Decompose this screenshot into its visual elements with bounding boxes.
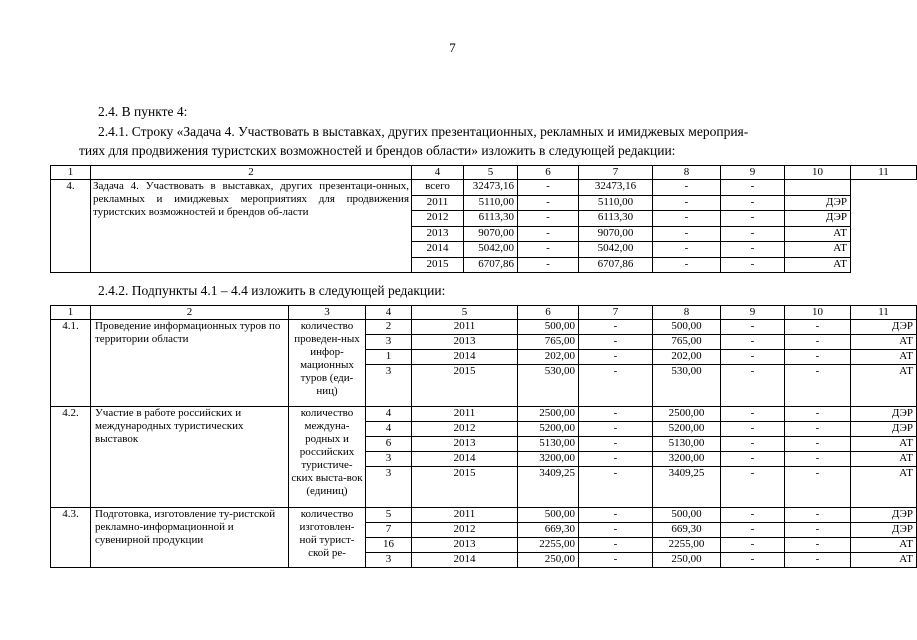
table-row: 2011 5110,00 - 5110,00 - - ДЭР — [51, 195, 917, 211]
row-number: 4.2. — [51, 406, 91, 508]
table-row: 2014 5042,00 - 5042,00 - - АТ — [51, 242, 917, 258]
table-row: 3 2014 3200,00 - 3200,00 - - АТ — [51, 451, 917, 466]
table-row: 3 2014 250,00 - 250,00 - - АТ — [51, 553, 917, 568]
paragraph-2-4-2: 2.4.2. Подпункты 4.1 – 4.4 изложить в следующей редакции: — [98, 283, 446, 298]
table-row: 3 2015 530,00 - 530,00 - - АТ — [51, 365, 917, 380]
page-number: 7 — [449, 40, 456, 55]
row-number: 4.1. — [51, 320, 91, 407]
col-header: 10 — [785, 306, 851, 320]
col-header: 8 — [653, 306, 721, 320]
table-row: 1 2014 202,00 - 202,00 - - АТ — [51, 350, 917, 365]
col-header: 7 — [579, 166, 653, 180]
col-header: 4 — [412, 166, 464, 180]
table-row: 2013 9070,00 - 9070,00 - - АТ — [51, 226, 917, 242]
col-header: 1 — [51, 306, 91, 320]
item-text: Участие в работе российских и международных туристических выставок — [91, 406, 289, 508]
col-header: 1 — [51, 166, 91, 180]
indicator-text: количество изготовлен-ной турист-ской ре- — [289, 508, 366, 568]
table-row: 6 2013 5130,00 - 5130,00 - - АТ — [51, 436, 917, 451]
table-row: 4.1. Проведение информационных туров по территории области количество проведен-ных инфор-мационных туров (еди-ниц) 2 2011 500,00 - 500,00 - - ДЭР — [51, 320, 917, 335]
col-header: 2 — [91, 166, 412, 180]
table-row: 4.2. Участие в работе российских и международных туристических выставок количество междуна-родных и российских туристиче-ских выста-вок (единиц) 4 2011 2500,00 - 2500,00 - - ДЭР — [51, 406, 917, 421]
table-task-4 — [50, 165, 917, 273]
table-row: 3 2013 765,00 - 765,00 - - АТ — [51, 335, 917, 350]
col-header: 7 — [579, 306, 653, 320]
indicator-text: количество междуна-родных и российских туристиче-ских выста-вок (единиц) — [289, 406, 366, 508]
col-header: 11 — [851, 166, 917, 180]
col-header: 4 — [366, 306, 412, 320]
col-header: 6 — [518, 306, 579, 320]
table-row: 7 2012 669,30 - 669,30 - - ДЭР — [51, 523, 917, 538]
col-header: 8 — [653, 166, 721, 180]
item-text: Подготовка, изготовление ту-ристской рекламно-информационной и сувенирной продукции — [91, 508, 289, 568]
table2-header-row — [51, 306, 917, 320]
table-row: 2015 6707,86 - 6707,86 - - АТ — [51, 257, 917, 273]
table-row: 3 2015 3409,25 - 3409,25 - - АТ — [51, 466, 917, 481]
col-header: 5 — [412, 306, 518, 320]
table-subitems-4-1-4-4 — [50, 305, 917, 568]
col-header: 9 — [721, 166, 785, 180]
table-row: 4.3. Подготовка, изготовление ту-ристской рекламно-информационной и сувенирной продукции количество изготовлен-ной турист-ской ре- 5 2011 500,00 - 500,00 - - ДЭР — [51, 508, 917, 523]
col-header: 6 — [518, 166, 579, 180]
paragraph-2-4-1-line1: 2.4.1. Строку «Задача 4. Участвовать в выставках, других презентационных, рекламных и имиджевых мероприя- — [98, 124, 749, 139]
col-header: 9 — [721, 306, 785, 320]
row-number: 4.3. — [51, 508, 91, 568]
col-header: 3 — [289, 306, 366, 320]
row-number: 4. — [51, 180, 91, 273]
col-header: 10 — [785, 166, 851, 180]
paragraph-2-4-1-line2: тиях для продвижения туристских возможностей и брендов области» изложить в следующей редакции: — [79, 143, 676, 158]
table1-header-row — [51, 166, 917, 180]
table-row: 16 2013 2255,00 - 2255,00 - - АТ — [51, 538, 917, 553]
col-header: 11 — [851, 306, 917, 320]
paragraph-2-4: 2.4. В пункте 4: — [98, 104, 188, 119]
indicator-text: количество проведен-ных инфор-мационных туров (еди-ниц) — [289, 320, 366, 407]
table-row: 4. Задача 4. Участвовать в выставках, других презентаци-онных, рекламных и имиджевых мероприятиях для продвижения туристских возможностей и брендов об-ласти всего 32473,16 - 32473,16 - - — [51, 180, 917, 196]
table-row: 2012 6113,30 - 6113,30 - - ДЭР — [51, 211, 917, 227]
task-text: Задача 4. Участвовать в выставках, других презентаци-онных, рекламных и имиджевых мероприятиях для продвижения туристских возможностей и брендов об-ласти — [91, 180, 412, 273]
table-row: 4 2012 5200,00 - 5200,00 - - ДЭР — [51, 421, 917, 436]
col-header: 5 — [464, 166, 518, 180]
col-header: 2 — [91, 306, 289, 320]
item-text: Проведение информационных туров по территории области — [91, 320, 289, 407]
